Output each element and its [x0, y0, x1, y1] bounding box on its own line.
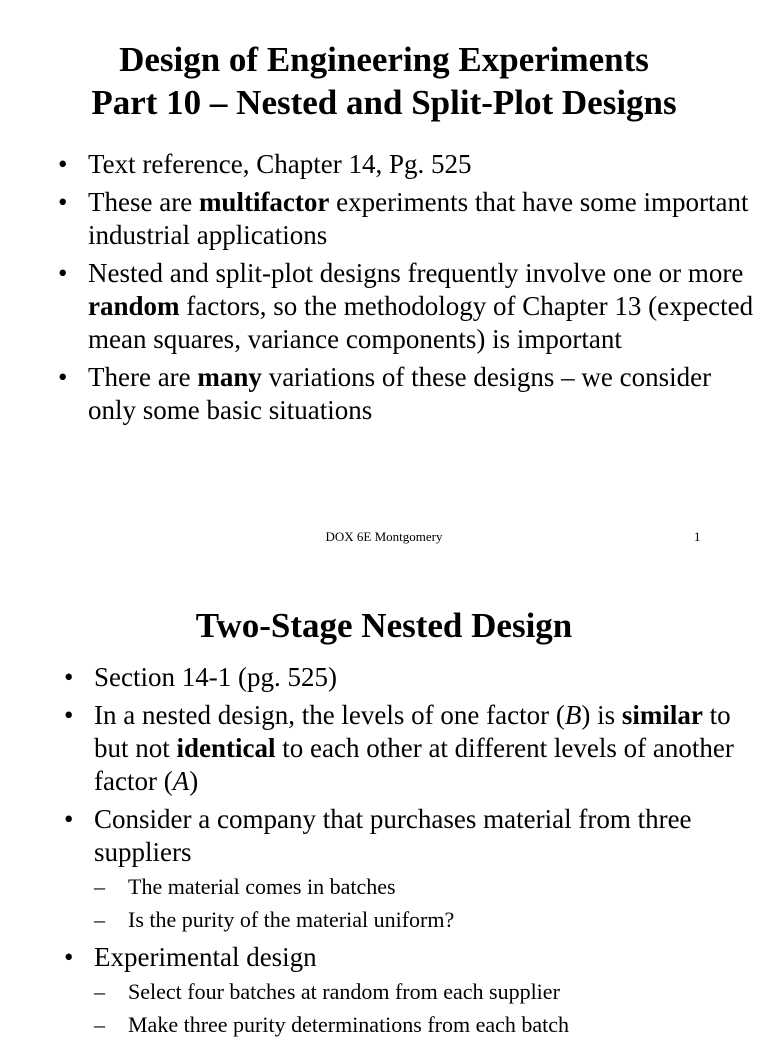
sub-bullet-item: – The material comes in batches — [94, 870, 764, 903]
bullet-text-part: ) — [189, 766, 199, 796]
bullet-bold-term: many — [197, 362, 262, 392]
bullet-nested-definition — [64, 699, 764, 798]
bullet-bold-term: random — [88, 291, 180, 321]
slide-footer: DOX 6E Montgomery — [325, 529, 443, 544]
bullet-text: Section 14-1 (pg. 525) — [94, 662, 337, 692]
title-line-1: Design of Engineering Experiments — [119, 40, 649, 79]
slide-2-bullet-list — [64, 661, 764, 1046]
slide-2-title: Two-Stage Nested Design — [195, 606, 573, 645]
bullet-experimental-design — [64, 941, 764, 1041]
sub-bullet-list — [94, 975, 764, 1041]
sub-bullet-item: – Is the purity of the material uniform? — [94, 903, 764, 936]
sub-bullet-list — [94, 870, 764, 936]
factor-a-symbol: A — [172, 766, 190, 796]
slide-1-title — [0, 38, 768, 124]
sub-bullet-item: – Select four batches at random from each supplier — [94, 975, 764, 1008]
bullet-bold-term: identical — [176, 733, 276, 763]
bullet-text: Consider a company that purchases material from three suppliers — [94, 804, 692, 867]
sub-bullet-item: – Make three purity determinations from each batch — [94, 1008, 764, 1041]
bullet-text-reference — [58, 148, 758, 181]
page-number: 1 — [694, 529, 701, 544]
factor-b-symbol: B — [564, 700, 582, 730]
bullet-text-post: factors, so the methodology of Chapter 13 (expected mean squares, variance components) is important — [88, 291, 754, 354]
bullet-text-pre: Nested and split-plot designs frequently involve one or more — [88, 258, 744, 288]
title-line-2: Part 10 – Nested and Split-Plot Designs — [91, 83, 677, 122]
bullet-text-part: ) is — [581, 700, 622, 730]
bullet-section-reference — [64, 661, 764, 694]
slide-2 — [0, 560, 768, 1037]
bullet-company-example — [64, 803, 764, 936]
bullet-many-variations — [58, 361, 758, 427]
bullet-text-part: to each other at different levels of another factor ( — [94, 733, 734, 796]
slide-1-bullet-list — [58, 148, 758, 432]
bullet-bold-term: similar — [621, 700, 703, 730]
bullet-multifactor — [58, 186, 758, 252]
bullet-text-post: variations of these designs – we consider only some basic situations — [88, 362, 712, 425]
bullet-text-post: experiments that have some important industrial applications — [88, 187, 749, 250]
bullet-text: Experimental design — [94, 942, 317, 972]
bullet-text-part: to but not — [94, 700, 731, 763]
bullet-text-pre: These are — [88, 187, 199, 217]
bullet-text: Text reference, Chapter 14, Pg. 525 — [88, 149, 472, 179]
bullet-random-factors — [58, 257, 758, 356]
bullet-text-pre: There are — [88, 362, 198, 392]
bullet-text-part: In a nested design, the levels of one factor ( — [94, 700, 565, 730]
bullet-bold-term: multifactor — [198, 187, 330, 217]
